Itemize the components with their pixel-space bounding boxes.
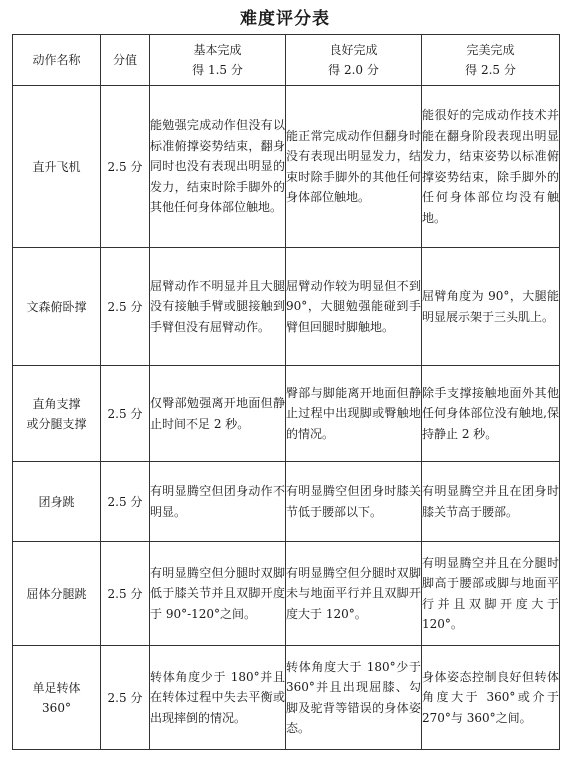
header-perfect — [422, 35, 560, 86]
perfect-desc-cell: 有明显腾空并且在分腿时脚高于腰部或脚与地面平行并且双脚开度大于 120°。 — [422, 542, 560, 646]
good-desc-cell: 有明显腾空但分腿时双脚未与地面平行并且双脚开度大于 120°。 — [286, 542, 422, 646]
good-desc-cell: 有明显腾空但团身时膝关节低于腰部以下。 — [286, 462, 422, 542]
difficulty-score-table — [12, 34, 560, 750]
header-good — [286, 35, 422, 86]
score-cell: 2.5 分 — [101, 248, 150, 366]
perfect-desc-cell: 屈臂角度为 90°，大腿能明显展示架于三头肌上。 — [422, 248, 560, 366]
action-name-line-2: 或分腿支撑 — [26, 416, 87, 431]
score-cell: 2.5 分 — [101, 542, 150, 646]
action-name-cell — [13, 462, 101, 542]
action-name-cell — [13, 86, 101, 248]
header-basic-title: 基本完成 — [193, 43, 242, 57]
header-good-title: 良好完成 — [329, 43, 378, 57]
action-name-cell — [13, 248, 101, 366]
header-basic-points: 得 1.5 分 — [192, 63, 243, 77]
header-perfect-points: 得 2.5 分 — [465, 63, 516, 77]
table-row — [13, 646, 560, 750]
table-row — [13, 366, 560, 462]
header-good-points: 得 2.0 分 — [328, 63, 379, 77]
good-desc-cell: 臀部与脚能离开地面但静止过程中出现脚或臀触地的情况。 — [286, 366, 422, 462]
header-name: 动作名称 — [13, 35, 101, 86]
score-cell: 2.5 分 — [101, 86, 150, 248]
basic-desc-cell: 仅臀部勉强离开地面但静止时间不足 2 秒。 — [150, 366, 286, 462]
basic-desc-cell: 有明显腾空但分腿时双脚低于膝关节并且双脚开度于 90°-120°之间。 — [150, 542, 286, 646]
score-cell: 2.5 分 — [101, 366, 150, 462]
perfect-desc-cell: 除手支撑接触地面外其他任何身体部位没有触地,保持静止 2 秒。 — [422, 366, 560, 462]
basic-desc-cell: 屈臂动作不明显并且大腿没有接触手臂或腿接触到手臂但没有屈臂动作。 — [150, 248, 286, 366]
page-title: 难度评分表 — [240, 9, 330, 29]
action-name-cell — [13, 542, 101, 646]
basic-desc-cell: 能勉强完成动作但没有以标准俯撑姿势结束，翻身同时也没有表现出明显的发力，结束时除手脚外的其他任何身体部位触地。 — [150, 86, 286, 248]
action-name: 文森俯卧撑 — [26, 299, 87, 314]
table-row — [13, 462, 560, 542]
basic-desc-cell: 有明显腾空但团身动作不明显。 — [150, 462, 286, 542]
table-row — [13, 248, 560, 366]
action-name-line-1: 单足转体 — [32, 680, 81, 695]
perfect-desc-cell: 身体姿态控制良好但转体角度大于 360°或介于 270°与 360°之间。 — [422, 646, 560, 750]
table-row — [13, 542, 560, 646]
action-name-cell — [13, 366, 101, 462]
good-desc-cell: 转体角度大于 180°少于 360°并且出现屈膝、勾脚及驼背等错误的身体姿态。 — [286, 646, 422, 750]
header-row — [13, 35, 560, 86]
good-desc-cell: 能正常完成动作但翻身时没有表现出明显发力，结束时除手脚外的其他任何身体部位触地。 — [286, 86, 422, 248]
header-perfect-title: 完美完成 — [466, 43, 515, 57]
action-name-line-2: 360° — [42, 700, 71, 715]
good-desc-cell: 屈臂动作较为明显但不到 90°，大腿勉强能碰到手臂但回腿时脚触地。 — [286, 248, 422, 366]
header-score: 分值 — [101, 35, 150, 86]
action-name: 团身跳 — [38, 494, 75, 509]
perfect-desc-cell: 有明显腾空并且在团身时膝关节高于腰部。 — [422, 462, 560, 542]
basic-desc-cell: 转体角度少于 180°并且在转体过程中失去平衡或出现摔倒的情况。 — [150, 646, 286, 750]
action-name: 直升飞机 — [32, 159, 81, 174]
action-name-line-1: 直角支撑 — [32, 396, 81, 411]
score-cell: 2.5 分 — [101, 646, 150, 750]
score-cell: 2.5 分 — [101, 462, 150, 542]
header-basic — [150, 35, 286, 86]
action-name: 屈体分腿跳 — [26, 586, 87, 601]
table-row — [13, 86, 560, 248]
action-name-cell — [13, 646, 101, 750]
perfect-desc-cell: 能很好的完成动作技术并能在翻身阶段表现出明显发力，结束姿势以标准俯撑姿势结束，除手脚外的任何身体部位均没有触地。 — [422, 86, 560, 248]
